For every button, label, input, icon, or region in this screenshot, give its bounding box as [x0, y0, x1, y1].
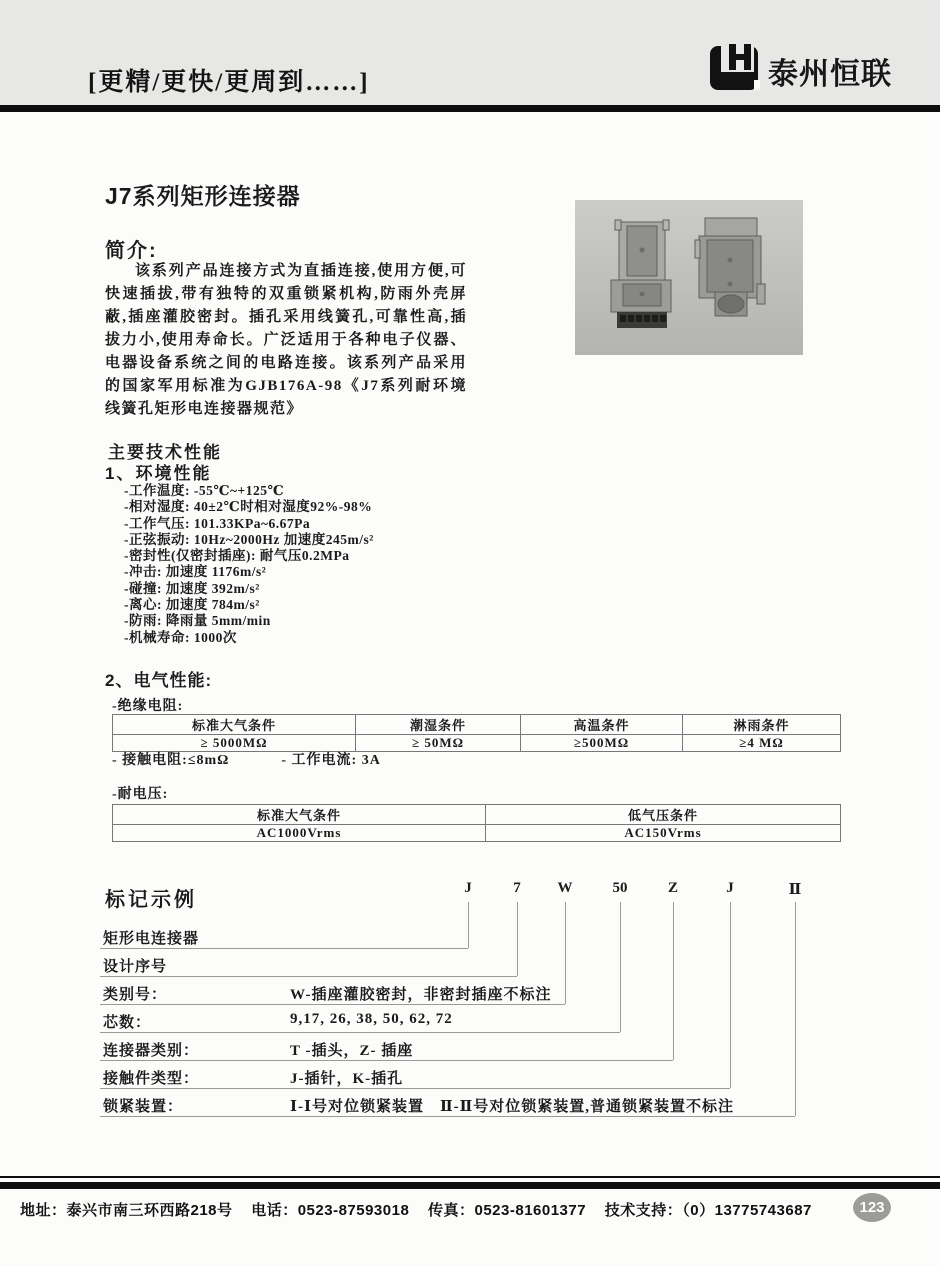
diagram-rule: [100, 1032, 620, 1033]
col-header: 潮湿条件: [356, 715, 521, 735]
env-spec-item: -密封性(仅密封插座): 耐气压0.2MPa: [124, 548, 350, 564]
env-spec-item: -防雨: 降雨量 5mm/min: [124, 613, 271, 629]
diagram-rule: [100, 948, 468, 949]
diagram-leader-line: [565, 902, 566, 1004]
lh-monogram-icon: [710, 44, 760, 97]
marking-code: J: [726, 880, 734, 896]
col-header: 淋雨条件: [683, 715, 841, 735]
env-spec-item: -离心: 加速度 784m/s²: [124, 597, 260, 613]
page-title: J7系列矩形连接器: [105, 183, 301, 209]
col-header: 标准大气条件: [113, 805, 486, 825]
marking-row-desc: Ⅰ-Ⅰ号对位锁紧装置 Ⅱ-Ⅱ号对位锁紧装置,普通锁紧装置不标注: [290, 1099, 735, 1115]
intro-heading: 简介:: [105, 240, 158, 262]
cell-value: ≥4 MΩ: [683, 735, 841, 752]
table-row: [113, 825, 841, 842]
marking-row-label: 矩形电连接器: [103, 931, 200, 947]
brand-name: 泰州恒联: [768, 57, 892, 91]
marking-code: Z: [667, 880, 678, 896]
marking-row-desc: 9,17, 26, 38, 50, 62, 72: [290, 1011, 453, 1027]
env-spec-list: [124, 483, 374, 646]
insulation-table: [112, 714, 841, 752]
marking-code: 7: [513, 880, 521, 896]
footer-rule-thin: [0, 1176, 940, 1178]
marking-row-label: 连接器类别：: [103, 1043, 200, 1059]
col-header: 高温条件: [521, 715, 683, 735]
diagram-leader-line: [673, 902, 674, 1060]
diagram-rule: [100, 1060, 673, 1061]
page-header: [0, 0, 940, 105]
footer-contact-line: [20, 1199, 826, 1220]
col-header: 标准大气条件: [113, 715, 356, 735]
marking-row-label: 芯数：: [103, 1015, 152, 1031]
contact-resistance: - 接触电阻:≤8mΩ: [112, 753, 230, 768]
diagram-rule: [100, 1088, 730, 1089]
cell-value: AC150Vrms: [486, 825, 841, 842]
footer-support: 技术支持：（0）13775743687: [604, 1202, 812, 1219]
product-photo: [575, 200, 803, 355]
cell-value: ≥ 5000MΩ: [113, 735, 356, 752]
footer-fax: 传真：0523-81601377: [427, 1202, 587, 1219]
contact-current-line: [112, 749, 381, 769]
table-row: [113, 715, 841, 735]
col-header: 低气压条件: [486, 805, 841, 825]
footer-address: 地址：泰兴市南三环西路218号: [20, 1202, 233, 1219]
marking-code: W: [557, 880, 573, 896]
diagram-rule: [100, 1116, 795, 1117]
cell-value: AC1000Vrms: [113, 825, 486, 842]
diagram-leader-line: [468, 902, 469, 948]
env-spec-item: -碰撞: 加速度 392m/s²: [124, 580, 260, 596]
marking-code: 50: [612, 880, 628, 896]
company-logo: [710, 44, 892, 97]
cell-value: ≥ 50MΩ: [356, 735, 521, 752]
page-number-badge: 123: [853, 1193, 891, 1222]
insulation-label: -绝缘电阻:: [112, 699, 184, 714]
table-row: [113, 805, 841, 825]
tech-heading: 主要技术性能: [108, 443, 222, 462]
env-spec-item: -相对湿度: 40±2℃时相对湿度92%-98%: [124, 499, 373, 515]
footer-phone: 电话：0523-87593018: [251, 1202, 410, 1219]
diagram-rule: [100, 976, 517, 977]
diagram-leader-line: [620, 902, 621, 1032]
marking-row-label: 设计序号: [103, 959, 168, 975]
diagram-leader-line: [517, 902, 518, 976]
diagram-leader-line: [730, 902, 731, 1088]
footer-rule-thick: [0, 1182, 940, 1189]
marking-example-diagram: [0, 875, 940, 1135]
diagram-leader-line: [795, 902, 796, 1116]
cell-value: ≥500MΩ: [521, 735, 683, 752]
elec-heading: 2、电气性能:: [105, 671, 213, 690]
marking-row-desc: W-插座灌胶密封，非密封插座不标注: [290, 987, 552, 1003]
marking-code: Ⅱ: [788, 882, 802, 898]
voltage-label: -耐电压:: [112, 787, 169, 802]
header-slogan: [更精/更快/更周到……]: [88, 69, 370, 96]
voltage-table: [112, 804, 841, 842]
working-current: - 工作电流: 3A: [281, 753, 381, 768]
marking-row-desc: T -插头，Z- 插座: [290, 1043, 414, 1059]
marking-row-label: 类别号：: [103, 987, 168, 1003]
marking-row-label: 接触件类型：: [103, 1071, 200, 1087]
env-spec-item: -正弦振动: 10Hz~2000Hz 加速度245m/s²: [124, 531, 374, 547]
env-spec-item: -工作气压: 101.33KPa~6.67Pa: [124, 515, 311, 531]
env-heading: 1、环境性能: [105, 464, 212, 483]
marking-heading: 标记示例: [105, 889, 197, 911]
marking-row-label: 锁紧装置：: [103, 1099, 184, 1115]
marking-code: J: [464, 880, 472, 896]
env-spec-item: -工作温度: -55℃~+125℃: [124, 483, 285, 498]
diagram-rule: [100, 1004, 565, 1005]
header-divider-bar: [0, 105, 940, 112]
intro-paragraph: 该系列产品连接方式为直插连接,使用方便,可快速插拔,带有独特的双重锁紧机构,防雨外壳屏蔽,插座灌胶密封。插孔采用线簧孔,可靠性高,插拔力小,使用寿命长。广泛适用于各种电子仪器、电器设备系统之间的电路连接。该系列产品采用的国家军用标准为GJB176A-98《J7系列耐环境线簧孔矩形电连接器规范》: [105, 263, 467, 417]
marking-row-desc: J-插针，K-插孔: [290, 1071, 404, 1087]
env-spec-item: -机械寿命: 1000次: [124, 629, 237, 645]
env-spec-item: -冲击: 加速度 1176m/s²: [124, 564, 267, 580]
